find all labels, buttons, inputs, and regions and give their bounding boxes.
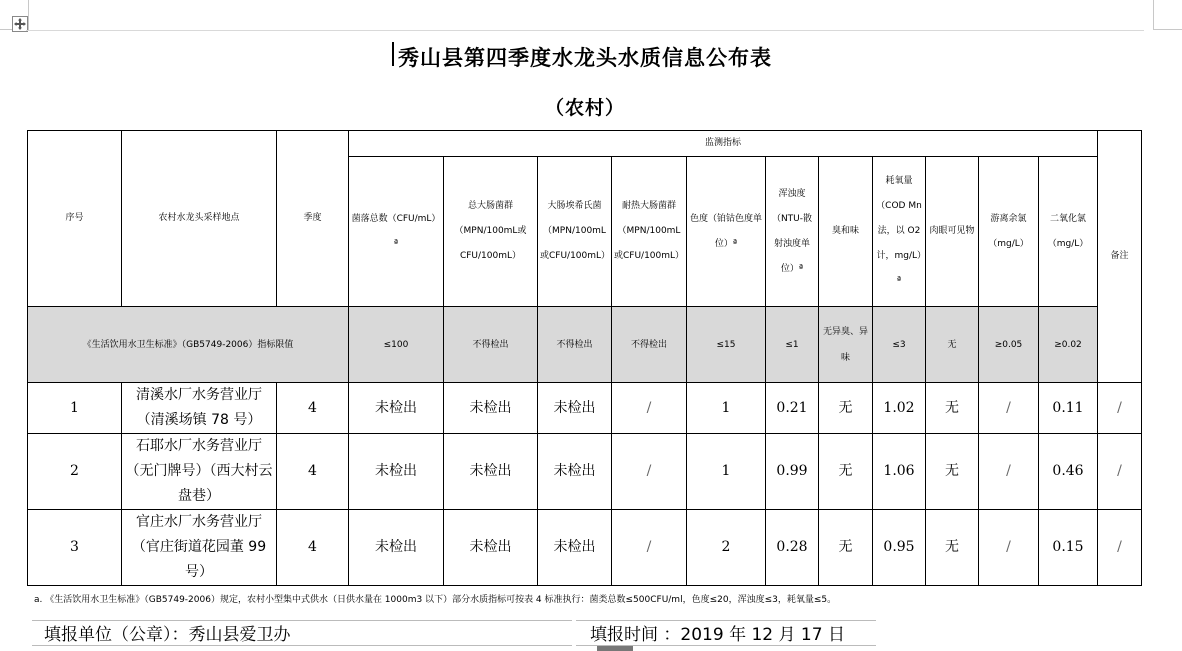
row-location[interactable]: 石耶水厂水务营业厅（无门牌号）（西大村云盘巷）	[122, 434, 277, 510]
row-remark[interactable]: /	[1098, 383, 1142, 434]
row-thermo-coliform[interactable]: /	[612, 510, 687, 586]
header-visible[interactable]: 肉眼可见物	[926, 157, 979, 307]
row-cod[interactable]: 1.02	[873, 383, 926, 434]
row-visible[interactable]: 无	[926, 434, 979, 510]
row-thermo-coliform[interactable]: /	[612, 434, 687, 510]
header-chroma[interactable]: 色度（铂钴色度单位）ª	[687, 157, 766, 307]
document-title: 秀山县第四季度水龙头水质信息公布表	[398, 46, 772, 70]
footer-time[interactable]: 填报时间 ：2019 年 12 月 17 日	[590, 625, 845, 645]
header-monitoring-indicators[interactable]: 监测指标	[349, 131, 1098, 157]
row-thermo-coliform[interactable]: /	[612, 383, 687, 434]
header-remark[interactable]: 备注	[1098, 131, 1142, 383]
table-row	[28, 383, 1142, 434]
row-turbidity[interactable]: 0.28	[766, 510, 819, 586]
text-cursor	[392, 42, 394, 66]
row-chlorine[interactable]: /	[979, 383, 1039, 434]
row-cod[interactable]: 1.06	[873, 434, 926, 510]
header-location[interactable]: 农村水龙头采样地点	[122, 131, 277, 307]
page-break-marker	[597, 646, 633, 651]
row-chroma[interactable]: 2	[687, 510, 766, 586]
table-row	[28, 510, 1142, 586]
standard-chlorine-dioxide[interactable]: ≥0.02	[1039, 307, 1098, 383]
row-index[interactable]: 1	[28, 383, 122, 434]
row-chroma[interactable]: 1	[687, 383, 766, 434]
row-odor[interactable]: 无	[819, 434, 873, 510]
standard-thermo-coliform[interactable]: 不得检出	[612, 307, 687, 383]
row-total-coliform[interactable]: 未检出	[444, 510, 538, 586]
header-turbidity[interactable]: 浑浊度（NTU-散射浊度单位）ª	[766, 157, 819, 307]
row-chlorine[interactable]: /	[979, 510, 1039, 586]
row-visible[interactable]: 无	[926, 383, 979, 434]
standard-colony[interactable]: ≤100	[349, 307, 444, 383]
row-season[interactable]: 4	[277, 510, 349, 586]
row-remark[interactable]: /	[1098, 434, 1142, 510]
row-chlorine-dioxide[interactable]: 0.46	[1039, 434, 1098, 510]
row-e-coli[interactable]: 未检出	[538, 383, 612, 434]
row-chlorine-dioxide[interactable]: 0.15	[1039, 510, 1098, 586]
row-index[interactable]: 3	[28, 510, 122, 586]
standard-cod[interactable]: ≤3	[873, 307, 926, 383]
header-total-coliform[interactable]: 总大肠菌群（MPN/100mL或 CFU/100mL）	[444, 157, 538, 307]
footer-unit[interactable]: 填报单位（公章）：秀山县爱卫办	[44, 625, 291, 645]
table-row	[28, 434, 1142, 510]
row-colony[interactable]: 未检出	[349, 510, 444, 586]
row-e-coli[interactable]: 未检出	[538, 510, 612, 586]
row-visible[interactable]: 无	[926, 510, 979, 586]
row-odor[interactable]: 无	[819, 510, 873, 586]
row-turbidity[interactable]: 0.21	[766, 383, 819, 434]
row-chroma[interactable]: 1	[687, 434, 766, 510]
water-quality-table[interactable]	[27, 130, 1142, 586]
header-odor[interactable]: 臭和味	[819, 157, 873, 307]
header-colony[interactable]: 菌落总数（CFU/mL）ª	[349, 157, 444, 307]
row-total-coliform[interactable]: 未检出	[444, 383, 538, 434]
standard-chlorine[interactable]: ≥0.05	[979, 307, 1039, 383]
standard-total-coliform[interactable]: 不得检出	[444, 307, 538, 383]
standard-limit-row	[28, 307, 1142, 383]
row-chlorine[interactable]: /	[979, 434, 1039, 510]
row-chlorine-dioxide[interactable]: 0.11	[1039, 383, 1098, 434]
standard-odor[interactable]: 无异臭、异味	[819, 307, 873, 383]
row-turbidity[interactable]: 0.99	[766, 434, 819, 510]
row-location[interactable]: 清溪水厂水务营业厅（清溪场镇 78 号）	[122, 383, 277, 434]
crop-mark-top-right	[1153, 0, 1182, 30]
row-remark[interactable]: /	[1098, 510, 1142, 586]
footnote: a. 《生活饮用水卫生标准》（GB5749-2006）规定，农村小型集中式供水（日供水量在 1000m3 以下）部分水质指标可按表 4 标准执行：菌类总数≤500CFU/ml，色度≤20，浑浊度≤3，耗氧量≤5。	[34, 595, 837, 605]
standard-visible[interactable]: 无	[926, 307, 979, 383]
header-e-coli[interactable]: 大肠埃希氏菌（MPN/100mL 或CFU/100mL）	[538, 157, 612, 307]
row-e-coli[interactable]: 未检出	[538, 434, 612, 510]
header-chlorine[interactable]: 游离余氯（mg/L）	[979, 157, 1039, 307]
row-colony[interactable]: 未检出	[349, 434, 444, 510]
standard-turbidity[interactable]: ≤1	[766, 307, 819, 383]
row-total-coliform[interactable]: 未检出	[444, 434, 538, 510]
standard-e-coli[interactable]: 不得检出	[538, 307, 612, 383]
standard-chroma[interactable]: ≤15	[687, 307, 766, 383]
document-subtitle: （农村）	[544, 97, 625, 119]
row-index[interactable]: 2	[28, 434, 122, 510]
header-season[interactable]: 季度	[277, 131, 349, 307]
header-cod[interactable]: 耗氧量（COD Mn 法，以 O2 计，mg/L）ª	[873, 157, 926, 307]
row-colony[interactable]: 未检出	[349, 383, 444, 434]
row-season[interactable]: 4	[277, 383, 349, 434]
row-location[interactable]: 官庄水厂水务营业厅（官庄街道花园董 99 号）	[122, 510, 277, 586]
row-cod[interactable]: 0.95	[873, 510, 926, 586]
row-season[interactable]: 4	[277, 434, 349, 510]
header-index[interactable]: 序号	[28, 131, 122, 307]
standard-label[interactable]: 《生活饮用水卫生标准》（GB5749-2006）指标限值	[28, 307, 349, 383]
row-odor[interactable]: 无	[819, 383, 873, 434]
header-thermo-coliform[interactable]: 耐热大肠菌群（MPN/100mL 或CFU/100mL）	[612, 157, 687, 307]
header-chlorine-dioxide[interactable]: 二氧化氯（mg/L）	[1039, 157, 1098, 307]
